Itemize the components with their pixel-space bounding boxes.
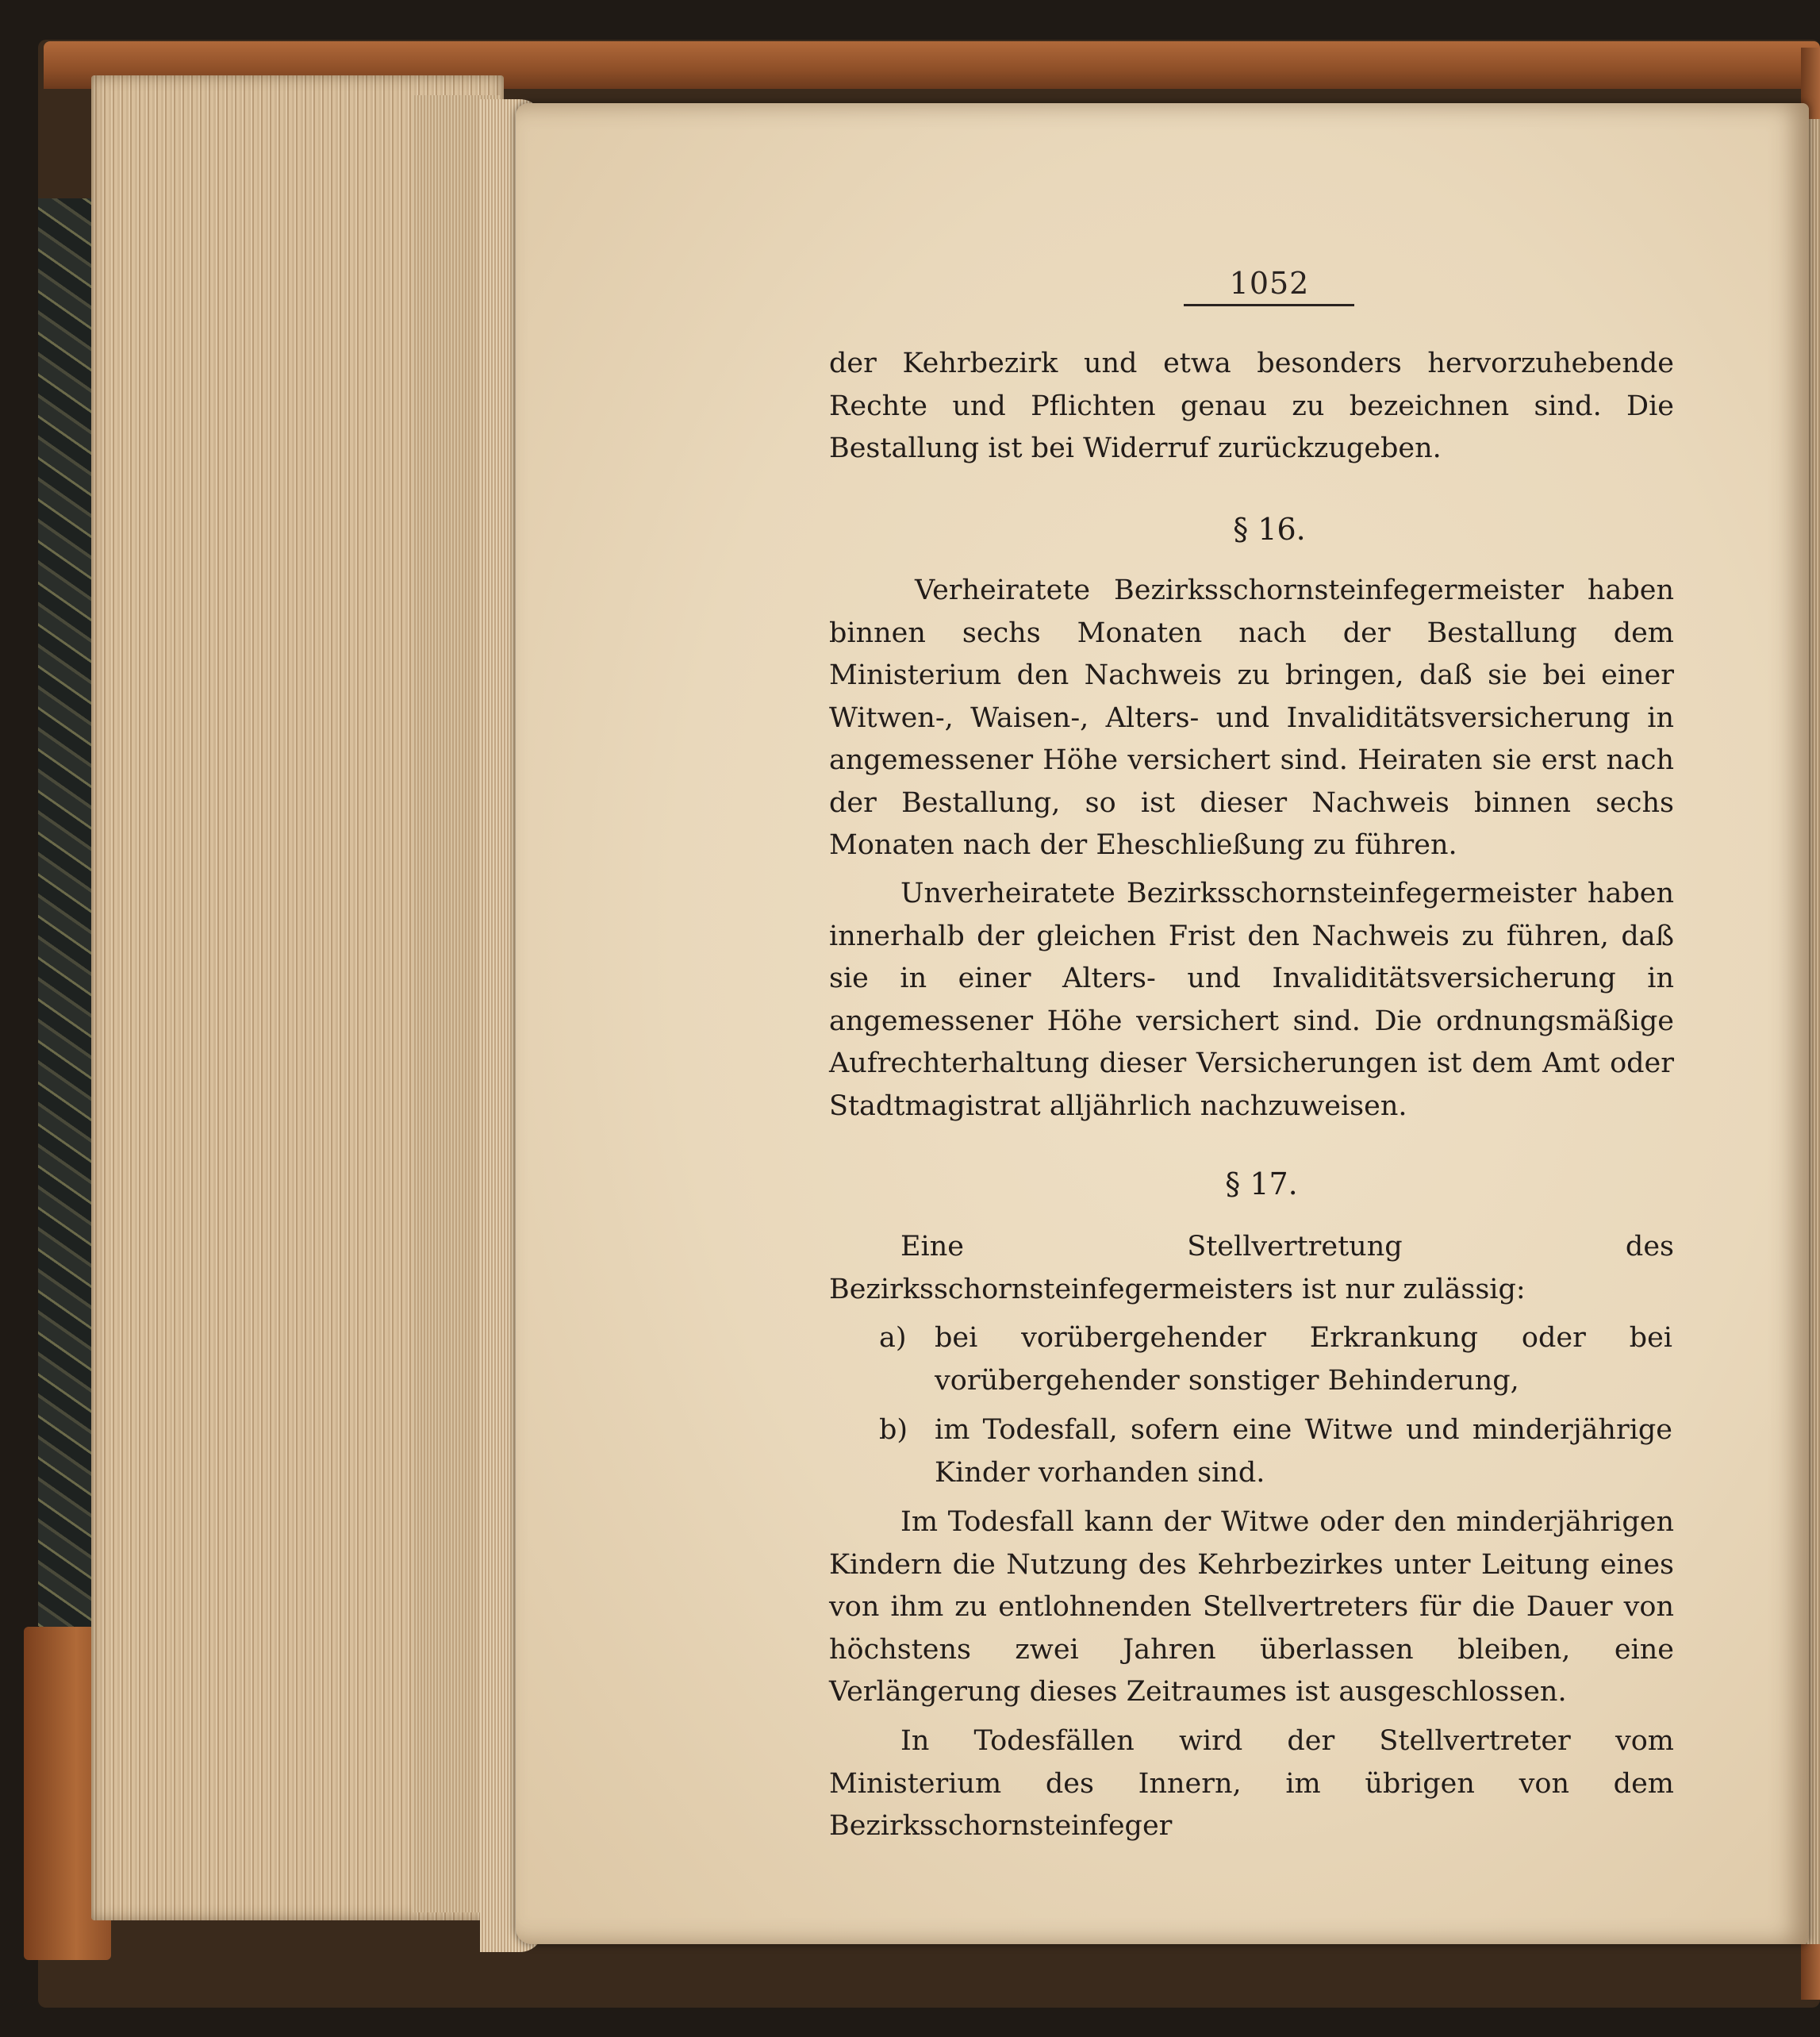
list-label-a: a) — [879, 1322, 907, 1354]
list-item-b — [879, 1409, 1672, 1494]
section-heading-16: § 16. — [1233, 512, 1306, 547]
list-label-b: b) — [879, 1414, 908, 1446]
paragraph-17-3: In Todesfällen wird der Stellvertreter vom Ministerium des Innern, im übrigen von dem Bezirksschornsteinfeger — [829, 1725, 1674, 1842]
paragraph-17-1: Eine Stellvertretung des Bezirksschornsteinfegermeisters ist nur zulässig: — [829, 1231, 1674, 1305]
section-heading-17: § 17. — [1225, 1166, 1298, 1201]
paragraph-16-1: Verheiratete Bezirksschornsteinfegermeister haben binnen sechs Monaten nach der Bestallung dem Ministerium den Nachweis zu bringen, daß sie bei einer Witwen-, Waisen-, Alters- und Invaliditätsversicherung in angemessener Höhe versichert sind. Heiraten sie erst nach der Bestallung, so ist dieser Nachweis binnen sechs Monaten nach der Eheschließung zu führen. — [829, 575, 1674, 861]
paragraph-16-2: Unverheiratete Bezirksschornsteinfegermeister haben innerhalb der gleichen Frist den Nachweis zu führen, daß sie in einer Alters- und Invaliditätsversicherung in angemessener Höhe versichert sind. Die ordnungsmäßige Aufrechterhaltung dieser Versicherungen ist dem Amt oder Stadtmagistrat alljährlich nachzuweisen. — [829, 878, 1674, 1122]
paragraph-17-2: Im Todesfall kann der Witwe oder den minderjährigen Kindern die Nutzung des Kehrbezirkes unter Leitung eines von ihm zu entlohnenden Stellvertreters für die Dauer von höchstens zwei Jahren überlassen bleiben, eine Verlängerung dieses Zeitraumes ist ausgeschlossen. — [829, 1506, 1674, 1708]
list-item-a — [879, 1317, 1672, 1402]
paragraph-continuation: der Kehrbezirk und etwa besonders hervorzuhebende Rechte und Pflichten genau zu bezeichnen sind. Die Bestallung ist bei Widerruf zurückzugeben. — [829, 348, 1674, 464]
header-rule — [1184, 304, 1354, 306]
list-text-a: bei vorübergehender Erkrankung oder bei vorübergehender sonstiger Behinderung, — [935, 1322, 1672, 1397]
list-text-b: im Todesfall, sofern eine Witwe und minderjährige Kinder vorhanden sind. — [935, 1414, 1672, 1489]
page-number: 1052 — [1229, 266, 1310, 301]
